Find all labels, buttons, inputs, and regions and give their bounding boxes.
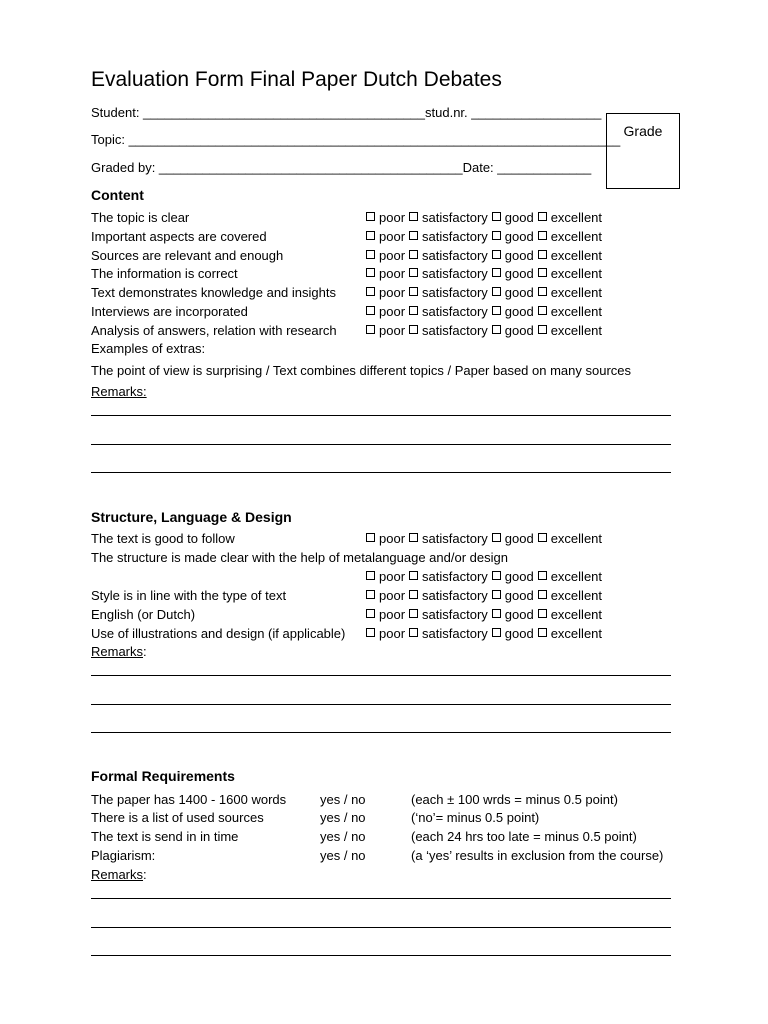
checkbox-poor[interactable] xyxy=(366,287,375,296)
rating-checkboxes[interactable] xyxy=(366,286,606,299)
option-label-excellent: excellent xyxy=(550,229,603,244)
checkbox-good[interactable] xyxy=(492,268,501,277)
option-label-good: good xyxy=(504,588,534,603)
option-label-satisfactory: satisfactory xyxy=(422,626,488,641)
remarks-word: Remarks xyxy=(91,644,144,659)
remarks-line[interactable] xyxy=(91,675,671,676)
checkbox-good[interactable] xyxy=(492,250,501,259)
option-label-satisfactory: satisfactory xyxy=(422,266,488,281)
remarks-line[interactable] xyxy=(91,415,671,416)
checkbox-good[interactable] xyxy=(492,306,501,315)
option-label-excellent: excellent xyxy=(550,569,603,584)
option-label-satisfactory: satisfactory xyxy=(422,323,488,338)
option-label-good: good xyxy=(504,248,534,263)
checkbox-poor[interactable] xyxy=(366,306,375,315)
checkbox-good[interactable] xyxy=(492,231,501,240)
option-label-poor: poor xyxy=(379,569,406,584)
formal-label: Plagiarism: xyxy=(91,848,156,863)
option-label-satisfactory: satisfactory xyxy=(422,569,488,584)
checkbox-poor[interactable] xyxy=(366,325,375,334)
option-label-good: good xyxy=(504,229,534,244)
option-label-poor: poor xyxy=(379,304,406,319)
rating-checkboxes[interactable] xyxy=(366,532,606,545)
structure-criterion: English (or Dutch) xyxy=(91,607,196,622)
rating-checkboxes[interactable] xyxy=(366,249,606,262)
option-label-satisfactory: satisfactory xyxy=(422,531,488,546)
checkbox-poor[interactable] xyxy=(366,628,375,637)
option-label-good: good xyxy=(504,569,534,584)
grade-label: Grade xyxy=(623,123,663,139)
rating-checkboxes[interactable] xyxy=(366,608,606,621)
checkbox-satisfactory[interactable] xyxy=(409,590,418,599)
option-label-excellent: excellent xyxy=(550,626,603,641)
yes-no-choice[interactable]: yes / no xyxy=(320,829,366,844)
checkbox-good[interactable] xyxy=(492,571,501,580)
rating-checkboxes[interactable] xyxy=(366,305,606,318)
structure-criterion: Use of illustrations and design (if applicable) xyxy=(91,626,346,641)
option-label-excellent: excellent xyxy=(550,210,603,225)
option-label-poor: poor xyxy=(379,229,406,244)
checkbox-excellent[interactable] xyxy=(538,325,547,334)
checkbox-satisfactory[interactable] xyxy=(409,231,418,240)
option-label-satisfactory: satisfactory xyxy=(422,210,488,225)
content-criterion: Analysis of answers, relation with research xyxy=(91,323,337,338)
option-label-excellent: excellent xyxy=(550,266,603,281)
rating-checkboxes[interactable] xyxy=(366,230,606,243)
formal-label: The paper has 1400 - 1600 words xyxy=(91,792,287,807)
option-label-excellent: excellent xyxy=(550,588,603,603)
remarks-line[interactable] xyxy=(91,472,671,473)
yes-no-choice[interactable]: yes / no xyxy=(320,848,366,863)
checkbox-excellent[interactable] xyxy=(538,306,547,315)
remarks-line[interactable] xyxy=(91,955,671,956)
checkbox-good[interactable] xyxy=(492,212,501,221)
remarks-label: Remarks: xyxy=(91,384,147,399)
option-label-satisfactory: satisfactory xyxy=(422,248,488,263)
checkbox-good[interactable] xyxy=(492,325,501,334)
formal-label: The text is send in in time xyxy=(91,829,239,844)
checkbox-excellent[interactable] xyxy=(538,212,547,221)
option-label-poor: poor xyxy=(379,323,406,338)
content-criterion: Sources are relevant and enough xyxy=(91,248,284,263)
checkbox-good[interactable] xyxy=(492,609,501,618)
checkbox-excellent[interactable] xyxy=(538,533,547,542)
checkbox-excellent[interactable] xyxy=(538,571,547,580)
rating-checkboxes[interactable] xyxy=(366,627,606,640)
content-heading: Content xyxy=(91,187,144,203)
checkbox-excellent[interactable] xyxy=(538,590,547,599)
checkbox-poor[interactable] xyxy=(366,571,375,580)
option-label-excellent: excellent xyxy=(550,323,603,338)
structure-criterion: Style is in line with the type of text xyxy=(91,588,287,603)
option-label-good: good xyxy=(504,607,534,622)
checkbox-satisfactory[interactable] xyxy=(409,325,418,334)
option-label-excellent: excellent xyxy=(550,304,603,319)
structure-criterion: The structure is made clear with the help of metalanguage and/or design xyxy=(91,550,508,565)
remarks-label: Remarks: xyxy=(91,867,147,882)
formal-note: (each ± 100 wrds = minus 0.5 point) xyxy=(411,792,618,807)
checkbox-satisfactory[interactable] xyxy=(409,628,418,637)
rating-checkboxes[interactable] xyxy=(366,267,606,280)
remarks-line[interactable] xyxy=(91,927,671,928)
checkbox-satisfactory[interactable] xyxy=(409,287,418,296)
option-label-satisfactory: satisfactory xyxy=(422,588,488,603)
checkbox-excellent[interactable] xyxy=(538,287,547,296)
option-label-good: good xyxy=(504,285,534,300)
formal-note: (a ‘yes’ results in exclusion from the course) xyxy=(411,848,664,863)
remarks-word: Remarks xyxy=(91,867,144,882)
option-label-good: good xyxy=(504,531,534,546)
option-label-good: good xyxy=(504,626,534,641)
remarks-label: Remarks: xyxy=(91,644,147,659)
checkbox-satisfactory[interactable] xyxy=(409,250,418,259)
option-label-poor: poor xyxy=(379,248,406,263)
checkbox-satisfactory[interactable] xyxy=(409,268,418,277)
option-label-excellent: excellent xyxy=(550,607,603,622)
option-label-good: good xyxy=(504,323,534,338)
remarks-line[interactable] xyxy=(91,444,671,445)
yes-no-choice[interactable]: yes / no xyxy=(320,792,366,807)
checkbox-poor[interactable] xyxy=(366,268,375,277)
checkbox-poor[interactable] xyxy=(366,212,375,221)
yes-no-choice[interactable]: yes / no xyxy=(320,810,366,825)
checkbox-satisfactory[interactable] xyxy=(409,533,418,542)
checkbox-satisfactory[interactable] xyxy=(409,306,418,315)
remarks-line[interactable] xyxy=(91,704,671,705)
checkbox-excellent[interactable] xyxy=(538,250,547,259)
option-label-poor: poor xyxy=(379,607,406,622)
option-label-satisfactory: satisfactory xyxy=(422,304,488,319)
checkbox-poor[interactable] xyxy=(366,533,375,542)
option-label-poor: poor xyxy=(379,626,406,641)
option-label-satisfactory: satisfactory xyxy=(422,229,488,244)
option-label-poor: poor xyxy=(379,588,406,603)
formal-note: (each 24 hrs too late = minus 0.5 point) xyxy=(411,829,637,844)
extras-label: Examples of extras: xyxy=(91,341,206,356)
student-field[interactable]: Student: _______________________________________stud.nr. __________________ xyxy=(91,105,602,120)
structure-heading: Structure, Language & Design xyxy=(91,509,292,525)
checkbox-poor[interactable] xyxy=(366,250,375,259)
checkbox-poor[interactable] xyxy=(366,590,375,599)
grade-box[interactable] xyxy=(606,113,680,189)
graded-by-field[interactable]: Graded by: __________________________________________Date: _____________ xyxy=(91,160,592,175)
remarks-line[interactable] xyxy=(91,898,671,899)
structure-criterion: The text is good to follow xyxy=(91,531,235,546)
content-criterion: The information is correct xyxy=(91,266,238,281)
rating-checkboxes[interactable] xyxy=(366,570,606,583)
checkbox-satisfactory[interactable] xyxy=(409,571,418,580)
checkbox-excellent[interactable] xyxy=(538,628,547,637)
option-label-poor: poor xyxy=(379,266,406,281)
checkbox-satisfactory[interactable] xyxy=(409,212,418,221)
option-label-good: good xyxy=(504,210,534,225)
content-criterion: The topic is clear xyxy=(91,210,190,225)
option-label-good: good xyxy=(504,266,534,281)
rating-checkboxes[interactable] xyxy=(366,324,606,337)
checkbox-poor[interactable] xyxy=(366,609,375,618)
extras-text: The point of view is surprising / Text combines different topics / Paper based on many sources xyxy=(91,363,632,378)
content-criterion: Important aspects are covered xyxy=(91,229,267,244)
option-label-satisfactory: satisfactory xyxy=(422,285,488,300)
option-label-poor: poor xyxy=(379,210,406,225)
rating-checkboxes[interactable] xyxy=(366,589,606,602)
checkbox-poor[interactable] xyxy=(366,231,375,240)
option-label-excellent: excellent xyxy=(550,285,603,300)
checkbox-good[interactable] xyxy=(492,590,501,599)
formal-note: (‘no’= minus 0.5 point) xyxy=(411,810,540,825)
content-criterion: Text demonstrates knowledge and insights xyxy=(91,285,336,300)
checkbox-good[interactable] xyxy=(492,628,501,637)
option-label-poor: poor xyxy=(379,285,406,300)
rating-checkboxes[interactable] xyxy=(366,211,606,224)
remarks-line[interactable] xyxy=(91,732,671,733)
formal-heading: Formal Requirements xyxy=(91,768,235,784)
checkbox-good[interactable] xyxy=(492,287,501,296)
checkbox-excellent[interactable] xyxy=(538,268,547,277)
formal-label: There is a list of used sources xyxy=(91,810,264,825)
option-label-good: good xyxy=(504,304,534,319)
page-title: Evaluation Form Final Paper Dutch Debates xyxy=(91,68,502,91)
option-label-poor: poor xyxy=(379,531,406,546)
topic-field[interactable]: Topic: ____________________________________________________________________ xyxy=(91,132,621,147)
content-criterion: Interviews are incorporated xyxy=(91,304,248,319)
option-label-excellent: excellent xyxy=(550,531,603,546)
option-label-satisfactory: satisfactory xyxy=(422,607,488,622)
checkbox-excellent[interactable] xyxy=(538,609,547,618)
checkbox-good[interactable] xyxy=(492,533,501,542)
option-label-excellent: excellent xyxy=(550,248,603,263)
checkbox-satisfactory[interactable] xyxy=(409,609,418,618)
checkbox-excellent[interactable] xyxy=(538,231,547,240)
